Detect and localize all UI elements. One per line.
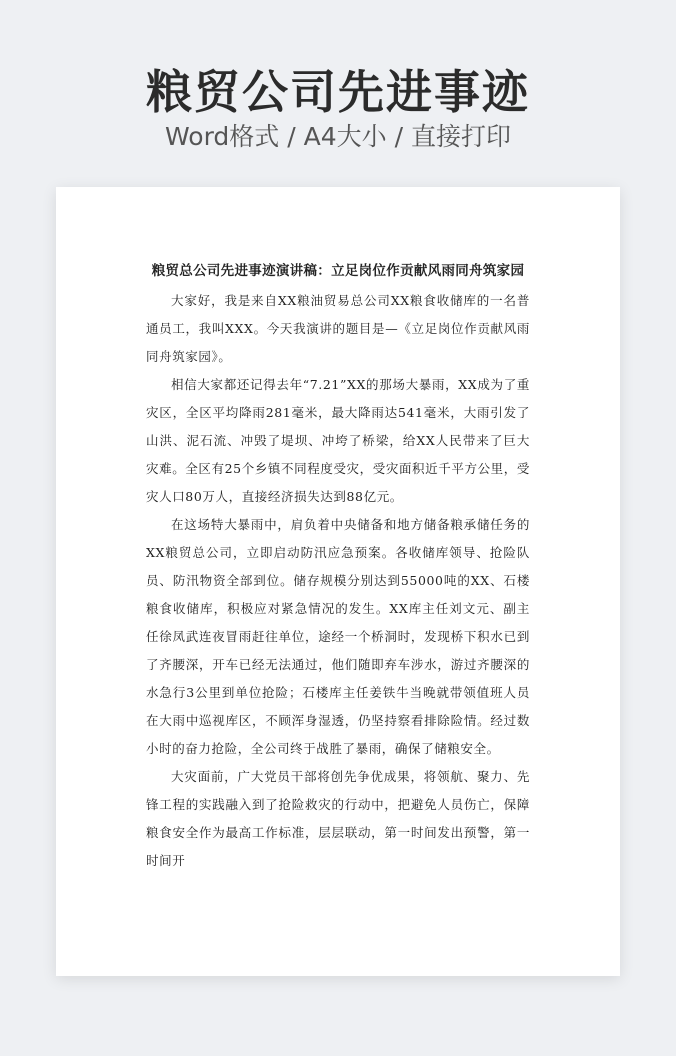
document-title: 粮贸总公司先进事迹演讲稿：立足岗位作贡献风雨同舟筑家园	[151, 263, 525, 279]
paragraph-3: 在这场特大暴雨中，肩负着中央储备和地方储备粮承储任务的XX粮贸总公司，立即启动防汛应急预案。各收储库领导、抢险队员、防汛物资全部到位。储存规模分别达到55000吨的XX、石楼粮食收储库，积极应对紧急情况的发生。XX库主任刘文元、副主任徐凤武连夜冒雨赶往单位，途经一个桥洞时，发现桥下积水已到了齐腰深，开车已经无法通过，他们随即弃车涉水，游过齐腰深的水急行3公里到单位抢险；石楼库主任姜铁牛当晚就带领值班人员在大雨中巡视库区，不顾浑身湿透，仍坚持察看排除险情。经过数小时的奋力抢险，全公司终于战胜了暴雨，确保了储粮安全。	[146, 517, 530, 756]
paragraph-4: 大灾面前，广大党员干部将创先争优成果，将领航、聚力、先锋工程的实践融入到了抢险救灾的行动中，把避免人员伤亡，保障粮食安全作为最高工作标准，层层联动，第一时间发出预警，第一时间开	[146, 769, 530, 868]
paragraph-1: 大家好，我是来自XX粮油贸易总公司XX粮食收储库的一名普通员工，我叫XXX。今天我演讲的题目是—《立足岗位作贡献风雨同舟筑家园》。	[146, 293, 530, 364]
header-banner	[0, 0, 676, 186]
banner-title: 粮贸公司先进事迹	[146, 65, 530, 119]
paragraph-2: 相信大家都还记得去年“7.21”XX的那场大暴雨，XX成为了重灾区，全区平均降雨281毫米，最大降雨达541毫米，大雨引发了山洪、泥石流、冲毁了堤坝、冲垮了桥梁，给XX人民带来了巨大灾难。全区有25个乡镇不同程度受灾，受灾面积近千平方公里，受灾人口80万人，直接经济损失达到88亿元。	[146, 377, 530, 504]
banner-subtitle: Word格式 / A4大小 / 直接打印	[165, 122, 511, 151]
document-body	[146, 257, 530, 875]
document-page	[56, 187, 620, 976]
